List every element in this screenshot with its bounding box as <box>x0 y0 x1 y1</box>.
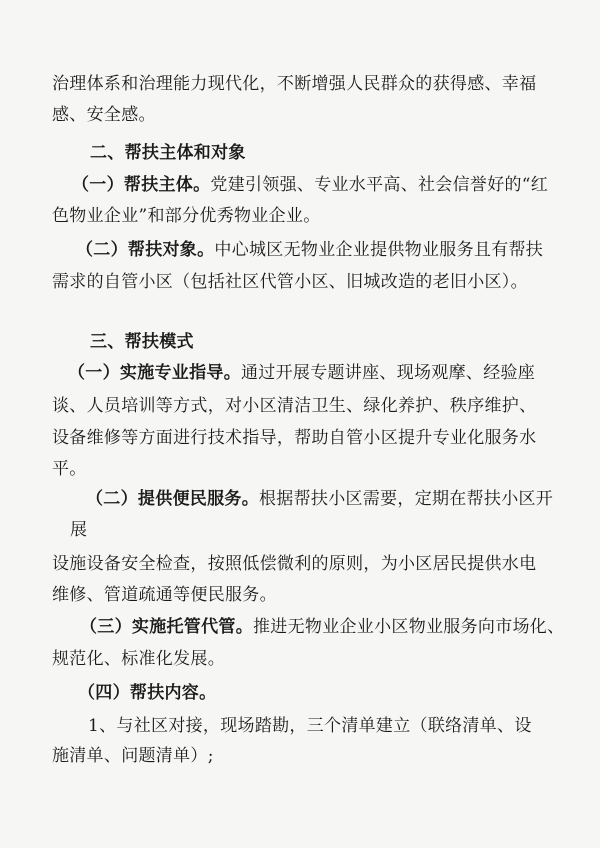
paragraph-line <box>76 238 543 262</box>
paragraph-line: 谈、人员培训等方式，对小区清洁卫生、绿化养护、秩序维护、 <box>52 396 537 416</box>
paragraph-text: 中心城区无物业企业提供物业服务且有帮扶 <box>214 240 544 260</box>
paragraph-line <box>80 615 564 639</box>
paragraph-line: 设施设备安全检查，按照低偿微利的原则，为小区居民提供水电 <box>52 554 537 574</box>
section-heading: （四）帮扶内容。 <box>78 683 217 703</box>
paragraph-text: 推进无物业企业小区物业服务向市场化、 <box>253 617 565 637</box>
paragraph-text: 根据帮扶小区需要，定期在帮扶小区开 <box>259 489 554 509</box>
paragraph-line: 维修、管道疏通等便民服务。 <box>52 585 277 605</box>
paragraph-line: 展 <box>70 520 88 540</box>
paragraph-text: 党建引领强、专业水平高、社会信誉好的“红 <box>210 175 549 195</box>
section-heading: 三、帮扶模式 <box>90 332 194 352</box>
paragraph-line: 感、安全感。 <box>52 105 156 125</box>
paragraph-lead: （三）实施托管代管。 <box>80 617 253 637</box>
paragraph-line <box>86 487 553 511</box>
paragraph-lead: （一）帮扶主体。 <box>72 175 211 195</box>
section-heading: 二、帮扶主体和对象 <box>90 143 246 163</box>
paragraph-line: 需求的自管小区（包括社区代管小区、旧城改造的老旧小区）。 <box>52 272 528 292</box>
paragraph-line: 平。 <box>52 459 87 479</box>
paragraph-line: 治理体系和治理能力现代化，不断增强人民群众的获得感、幸福 <box>52 74 537 94</box>
paragraph-line: 设备维修等方面进行技术指导，帮助自管小区提升专业化服务水 <box>52 428 537 448</box>
paragraph-line: 1、与社区对接，现场踏勘，三个清单建立（联络清单、设 <box>88 716 532 736</box>
paragraph-line <box>68 361 535 385</box>
paragraph-lead: （一）实施专业指导。 <box>68 363 241 383</box>
paragraph-text: 通过开展专题讲座、现场观摩、经验座 <box>241 363 536 383</box>
paragraph-lead: （二）提供便民服务。 <box>86 489 259 509</box>
paragraph-lead: （二）帮扶对象。 <box>76 240 215 260</box>
paragraph-line: 规范化、标准化发展。 <box>52 649 225 669</box>
paragraph-line <box>72 173 548 197</box>
paragraph-line: 施清单、问题清单）; <box>52 746 214 766</box>
paragraph-line: 色物业企业”和部分优秀物业企业。 <box>52 206 321 226</box>
